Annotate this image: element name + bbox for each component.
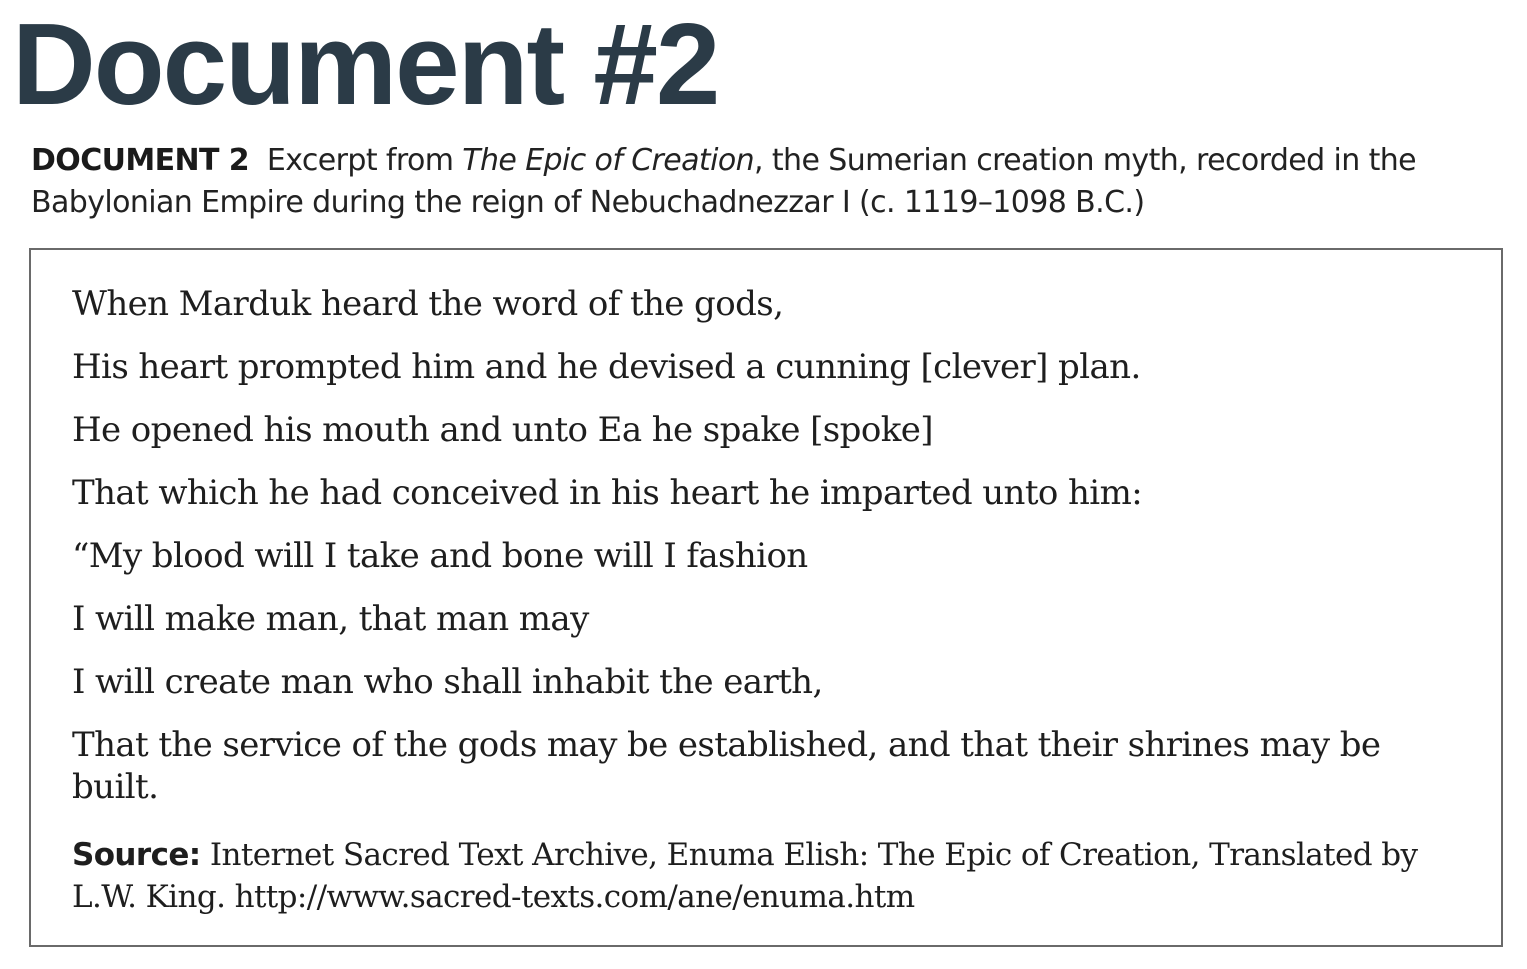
excerpt-line: That which he had conceived in his heart he imparted unto him: — [72, 473, 1143, 513]
caption-text-before: Excerpt from — [266, 143, 463, 178]
excerpt-line: I will create man who shall inhabit the earth, — [72, 662, 823, 702]
document-label: DOCUMENT 2 — [31, 143, 250, 178]
excerpt-line: When Marduk heard the word of the gods, — [72, 284, 784, 324]
source-citation — [72, 834, 1452, 918]
caption-text-after: , the Sumerian creation myth, recorded in the Babylonian Empire during the reign of Nebuchadnezzar I (c. 1119–1098 B.C.) — [31, 143, 1417, 220]
excerpt-line: That the service of the gods may be established, and that their shrines may be built. — [72, 725, 1381, 807]
source-text: Internet Sacred Text Archive, Enuma Elish: The Epic of Creation, Translated by L.W. King. http://www.sacred-texts.com/ane/enuma.htm — [72, 837, 1418, 915]
work-title: The Epic of Creation — [462, 143, 755, 178]
source-label: Source: — [72, 837, 201, 873]
document-caption — [31, 140, 1501, 224]
excerpt-line: I will make man, that man may — [72, 599, 589, 639]
excerpt-line: His heart prompted him and he devised a cunning [clever] plan. — [72, 347, 1141, 387]
excerpt-line: “My blood will I take and bone will I fashion — [72, 536, 808, 576]
page-title: Document #2 — [12, 0, 719, 129]
excerpt-lines — [72, 283, 1432, 829]
excerpt-box — [29, 248, 1503, 947]
excerpt-line: He opened his mouth and unto Ea he spake [spoke] — [72, 410, 933, 450]
